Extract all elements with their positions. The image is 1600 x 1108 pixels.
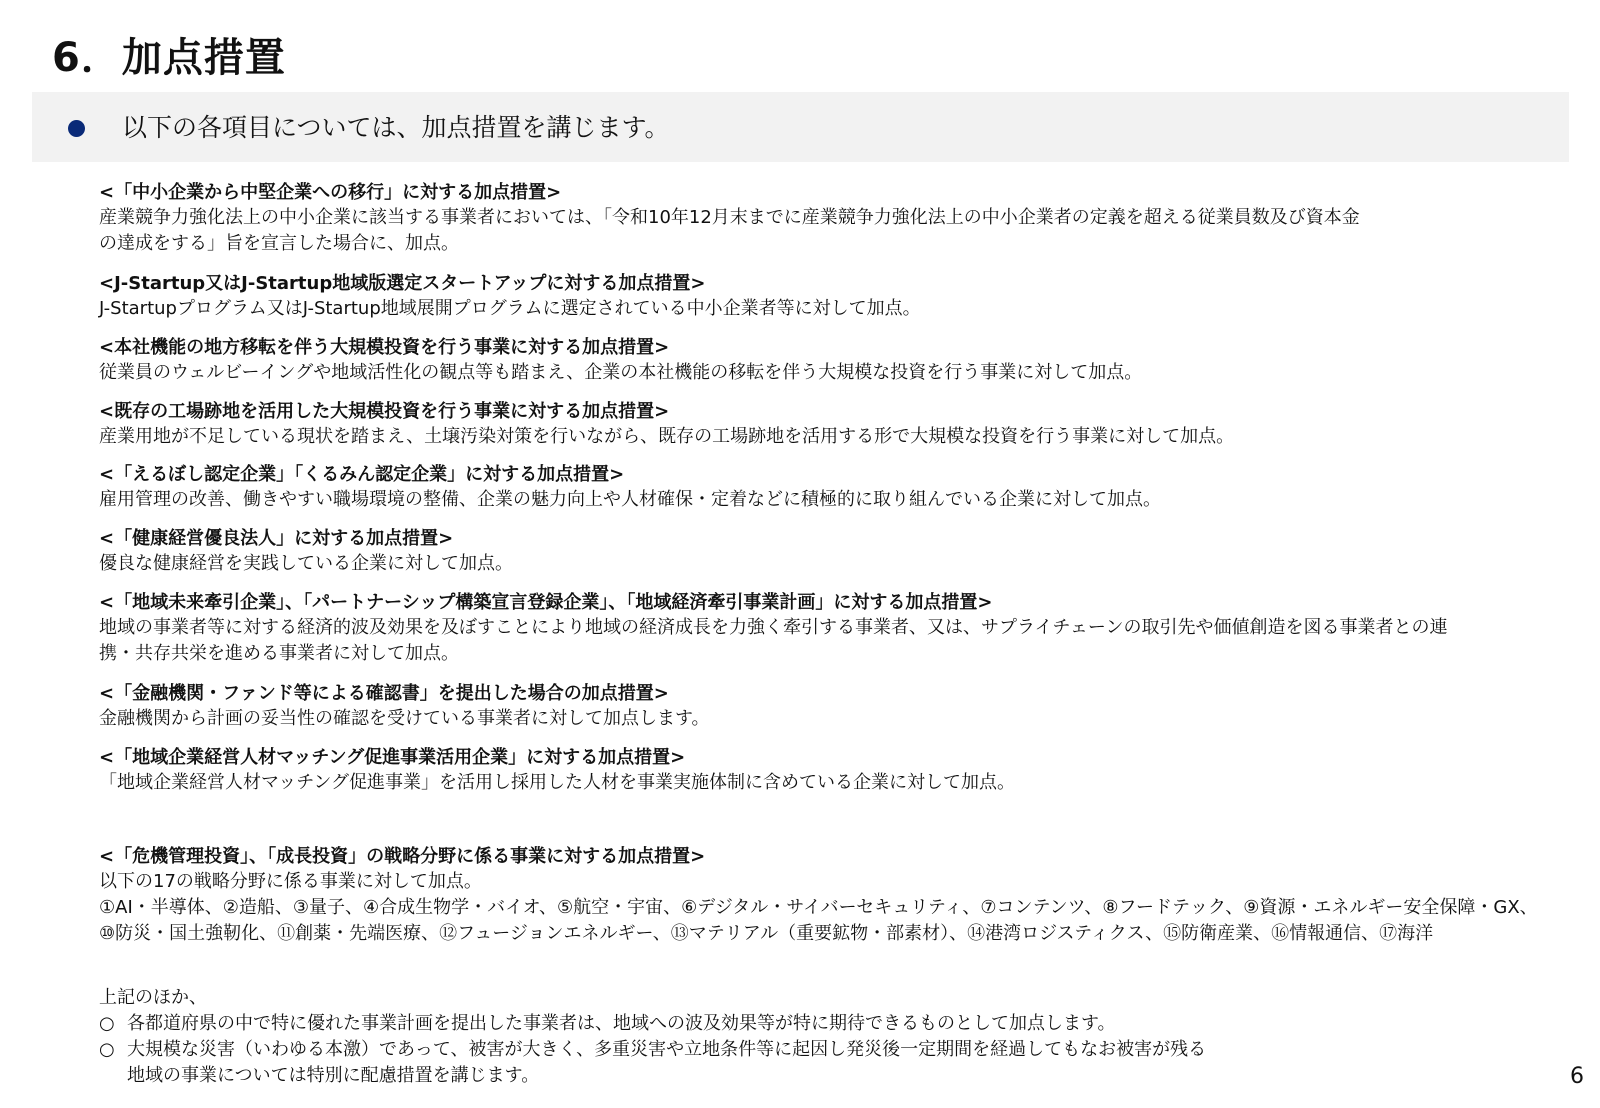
section-strategic-fields [99, 845, 1559, 947]
additional-item [99, 1011, 1116, 1037]
section-text: 優良な健康経営を実践している企業に対して加点。 [99, 553, 513, 574]
summary-text: 以下の各項目については、加点措置を講じます。 [122, 113, 670, 142]
section-financial-confirmation [99, 682, 1559, 732]
section-sme-to-midsize [99, 181, 1559, 257]
section-eruboshi-kurumin [99, 463, 1559, 513]
additional-intro: 上記のほか、 [99, 987, 207, 1008]
section-heading: <「健康経営優良法人」に対する加点措置> [99, 528, 454, 549]
section-text: 雇用管理の改善、働きやすい職場環境の整備、企業の魅力向上や人材確保・定着などに積極的に取り組んでいる企業に対して加点。 [99, 489, 1161, 510]
section-heading: <「地域企業経営人材マッチング促進事業活用企業」に対する加点措置> [99, 747, 686, 768]
section-text: 金融機関から計画の妥当性の確認を受けている事業者に対して加点します。 [99, 708, 710, 729]
section-text: 産業用地が不足している現状を踏まえ、土壌汚染対策を行いながら、既存の工場跡地を活用する形で大規模な投資を行う事業に対して加点。 [99, 426, 1235, 447]
circle-bullet-icon: ○ [99, 1039, 115, 1060]
section-heading: <既存の工場跡地を活用した大規模投資を行う事業に対する加点措置> [99, 401, 670, 422]
section-factory-site [99, 400, 1559, 450]
section-heading: <「金融機関・ファンド等による確認書」を提出した場合の加点措置> [99, 683, 669, 704]
additional-item [99, 1037, 1206, 1089]
section-text: J-Startupプログラム又はJ-Startup地域展開プログラムに選定されている中小企業者等に対して加点。 [99, 298, 921, 319]
additional-item-text: 地域の事業については特別に配慮措置を講じます。 [127, 1065, 540, 1086]
circle-bullet-icon: ○ [99, 1013, 115, 1034]
section-heading: <「地域未来牽引企業」、「パートナーシップ構築宣言登録企業」、「地域経済牽引事業計画」に対する加点措置> [99, 592, 993, 613]
additional-item-text: 各都道府県の中で特に優れた事業計画を提出した事業者は、地域への波及効果等が特に期待できるものとして加点します。 [127, 1013, 1116, 1034]
section-text: 地域の事業者等に対する経済的波及効果を及ぼすことにより地域の経済成長を力強く牽引する事業者、又は、サプライチェーンの取引先や価値創造を図る事業者との連 [99, 617, 1448, 638]
additional-item-text: 大規模な災害（いわゆる本激）であって、被害が大きく、多重災害や立地条件等に起因し発災後一定期間を経過してもなお被害が残る [127, 1039, 1207, 1060]
section-heading: <「中小企業から中堅企業への移行」に対する加点措置> [99, 182, 562, 203]
section-heading: <J-Startup又はJ-Startup地域版選定スタートアップに対する加点措置> [99, 273, 706, 294]
section-regional-future [99, 591, 1559, 667]
section-health-management [99, 527, 1559, 577]
section-text: 「地域企業経営人材マッチング促進事業」を活用し採用した人材を事業実施体制に含めている企業に対して加点。 [99, 772, 1016, 793]
section-heading: <「危機管理投資」、「成長投資」の戦略分野に係る事業に対する加点措置> [99, 846, 706, 867]
summary-banner [32, 92, 1569, 162]
section-heading: <本社機能の地方移転を伴う大規模投資を行う事業に対する加点措置> [99, 337, 670, 358]
section-text: 以下の17の戦略分野に係る事業に対して加点。 [99, 871, 482, 892]
strategic-fields-list: ⑩防災・国土強靭化、⑪創薬・先端医療、⑫フュージョンエネルギー、⑬マテリアル（重要鉱物・部素材）、⑭港湾ロジスティクス、⑮防衛産業、⑯情報通信、⑰海洋 [99, 923, 1434, 944]
section-text: の達成をする」旨を宣言した場合に、加点。 [99, 233, 459, 254]
section-hq-relocation [99, 336, 1559, 386]
page-number: 6 [1570, 1064, 1584, 1089]
bullet-icon [68, 120, 85, 137]
section-text: 携・共存共栄を進める事業者に対して加点。 [99, 643, 459, 664]
page-title: 6．加点措置 [52, 35, 286, 81]
section-talent-matching [99, 746, 1559, 796]
section-j-startup [99, 272, 1559, 322]
section-text: 産業競争力強化法上の中小企業に該当する事業者においては、「令和10年12月末までに産業競争力強化法上の中小企業者の定義を超える従業員数及び資本金 [99, 207, 1360, 228]
section-text: 従業員のウェルビーイングや地域活性化の観点等も踏まえ、企業の本社機能の移転を伴う大規模な投資を行う事業に対して加点。 [99, 362, 1143, 383]
section-heading: <「えるぼし認定企業」「くるみん認定企業」に対する加点措置> [99, 464, 625, 485]
strategic-fields-list: ①AI・半導体、②造船、③量子、④合成生物学・バイオ、⑤航空・宇宙、⑥デジタル・サイバーセキュリティ、⑦コンテンツ、⑧フードテック、⑨資源・エネルギー安全保障・GX、 [99, 897, 1538, 918]
